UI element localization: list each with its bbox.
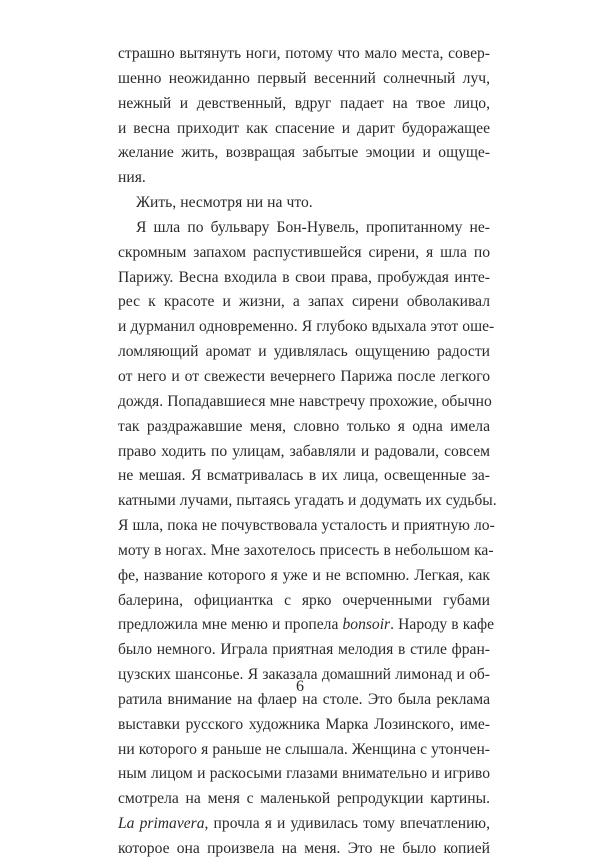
text-line: катными лучами, пытаясь угадать и додумать их судьбы. xyxy=(118,492,497,510)
text-line: было немного. Играла приятная мелодия в стиле фран- xyxy=(118,641,490,659)
text-line: Жить, несмотря ни на что. xyxy=(136,194,313,212)
text-line: ни которого я раньше не слышала. Женщина с утончен- xyxy=(118,740,490,758)
italic-phrase: La primavera xyxy=(118,815,205,833)
text-line: предложила мне меню и пропела bonsoir. Народу в кафе xyxy=(118,616,495,634)
text-line: Я шла, пока не почувствовала усталость и приятную ло- xyxy=(118,517,495,535)
text-line: Я шла по бульвару Бон-Нувель, пропитанному не- xyxy=(136,218,490,236)
text-line: и дурманил одновременно. Я глубоко вдыхала этот оше- xyxy=(118,318,495,336)
paragraph-start xyxy=(118,191,490,216)
text-line: и весна приходит как спасение и дарит будоражащее xyxy=(118,119,490,137)
text-line: ломляющий аромат и удивлялась ощущению радости xyxy=(118,343,490,361)
text-line: дождя. Попадавшиеся мне навстречу прохожие, обычно xyxy=(118,392,492,410)
text-line: не мешая. Я всматривалась в их лица, освещенные за- xyxy=(118,467,490,485)
italic-word: bonsoir xyxy=(342,616,391,634)
body-text xyxy=(118,42,497,862)
text-line: моту в ногах. Мне захотелось присесть в небольшом ка- xyxy=(118,541,494,559)
text-line: ратила внимание на флаер на столе. Это была реклама xyxy=(118,690,490,708)
text-line: ным лицом и раскосыми глазами внимательно и игриво xyxy=(118,765,490,783)
text-line: цузских шансонье. Я заказала домашний лимонад и об- xyxy=(118,666,490,684)
page-number: 6 xyxy=(296,678,304,695)
text-line: смотрела на меня с маленькой репродукции картины. xyxy=(118,790,490,808)
text-line: право ходить по улицам, забавляли и радовали, совсем xyxy=(118,442,490,460)
text-line: нежный и девственный, вдруг падает на твое лицо, xyxy=(118,94,490,112)
text-line: выставки русского художника Марка Лозинского, име- xyxy=(118,715,490,733)
text-line: скромным запахом распустившейся сирени, я шла по xyxy=(118,243,490,261)
text-line: рес к красоте и жизни, а запах сирени обволакивал xyxy=(118,293,490,311)
text-line: желание жить, возвращая забытые эмоции и ощуще- xyxy=(118,144,490,162)
text-line: которое она произвела на меня. Это не было копией xyxy=(118,840,490,857)
text-line: балерина, официантка с ярко очерченными губами xyxy=(118,591,490,609)
text-line: так раздражавшие меня, словно только я одна имела xyxy=(118,417,490,435)
paragraph-start xyxy=(118,216,490,241)
text-line: La primavera, прочла я и удивилась тому впечатлению, xyxy=(118,815,490,833)
text-line: от него и от свежести вечернего Парижа после легкого xyxy=(118,367,490,385)
text-line: Парижу. Весна входила в свои права, пробуждая инте- xyxy=(118,268,490,286)
text-line: ния. xyxy=(118,169,146,187)
text-line: страшно вытянуть ноги, потому что мало места, совер- xyxy=(118,45,490,62)
text-line: фе, название которого я уже и не вспомню. Легкая, как xyxy=(118,566,490,584)
text-line: шенно неожиданно первый весенний солнечный луч, xyxy=(118,69,490,87)
